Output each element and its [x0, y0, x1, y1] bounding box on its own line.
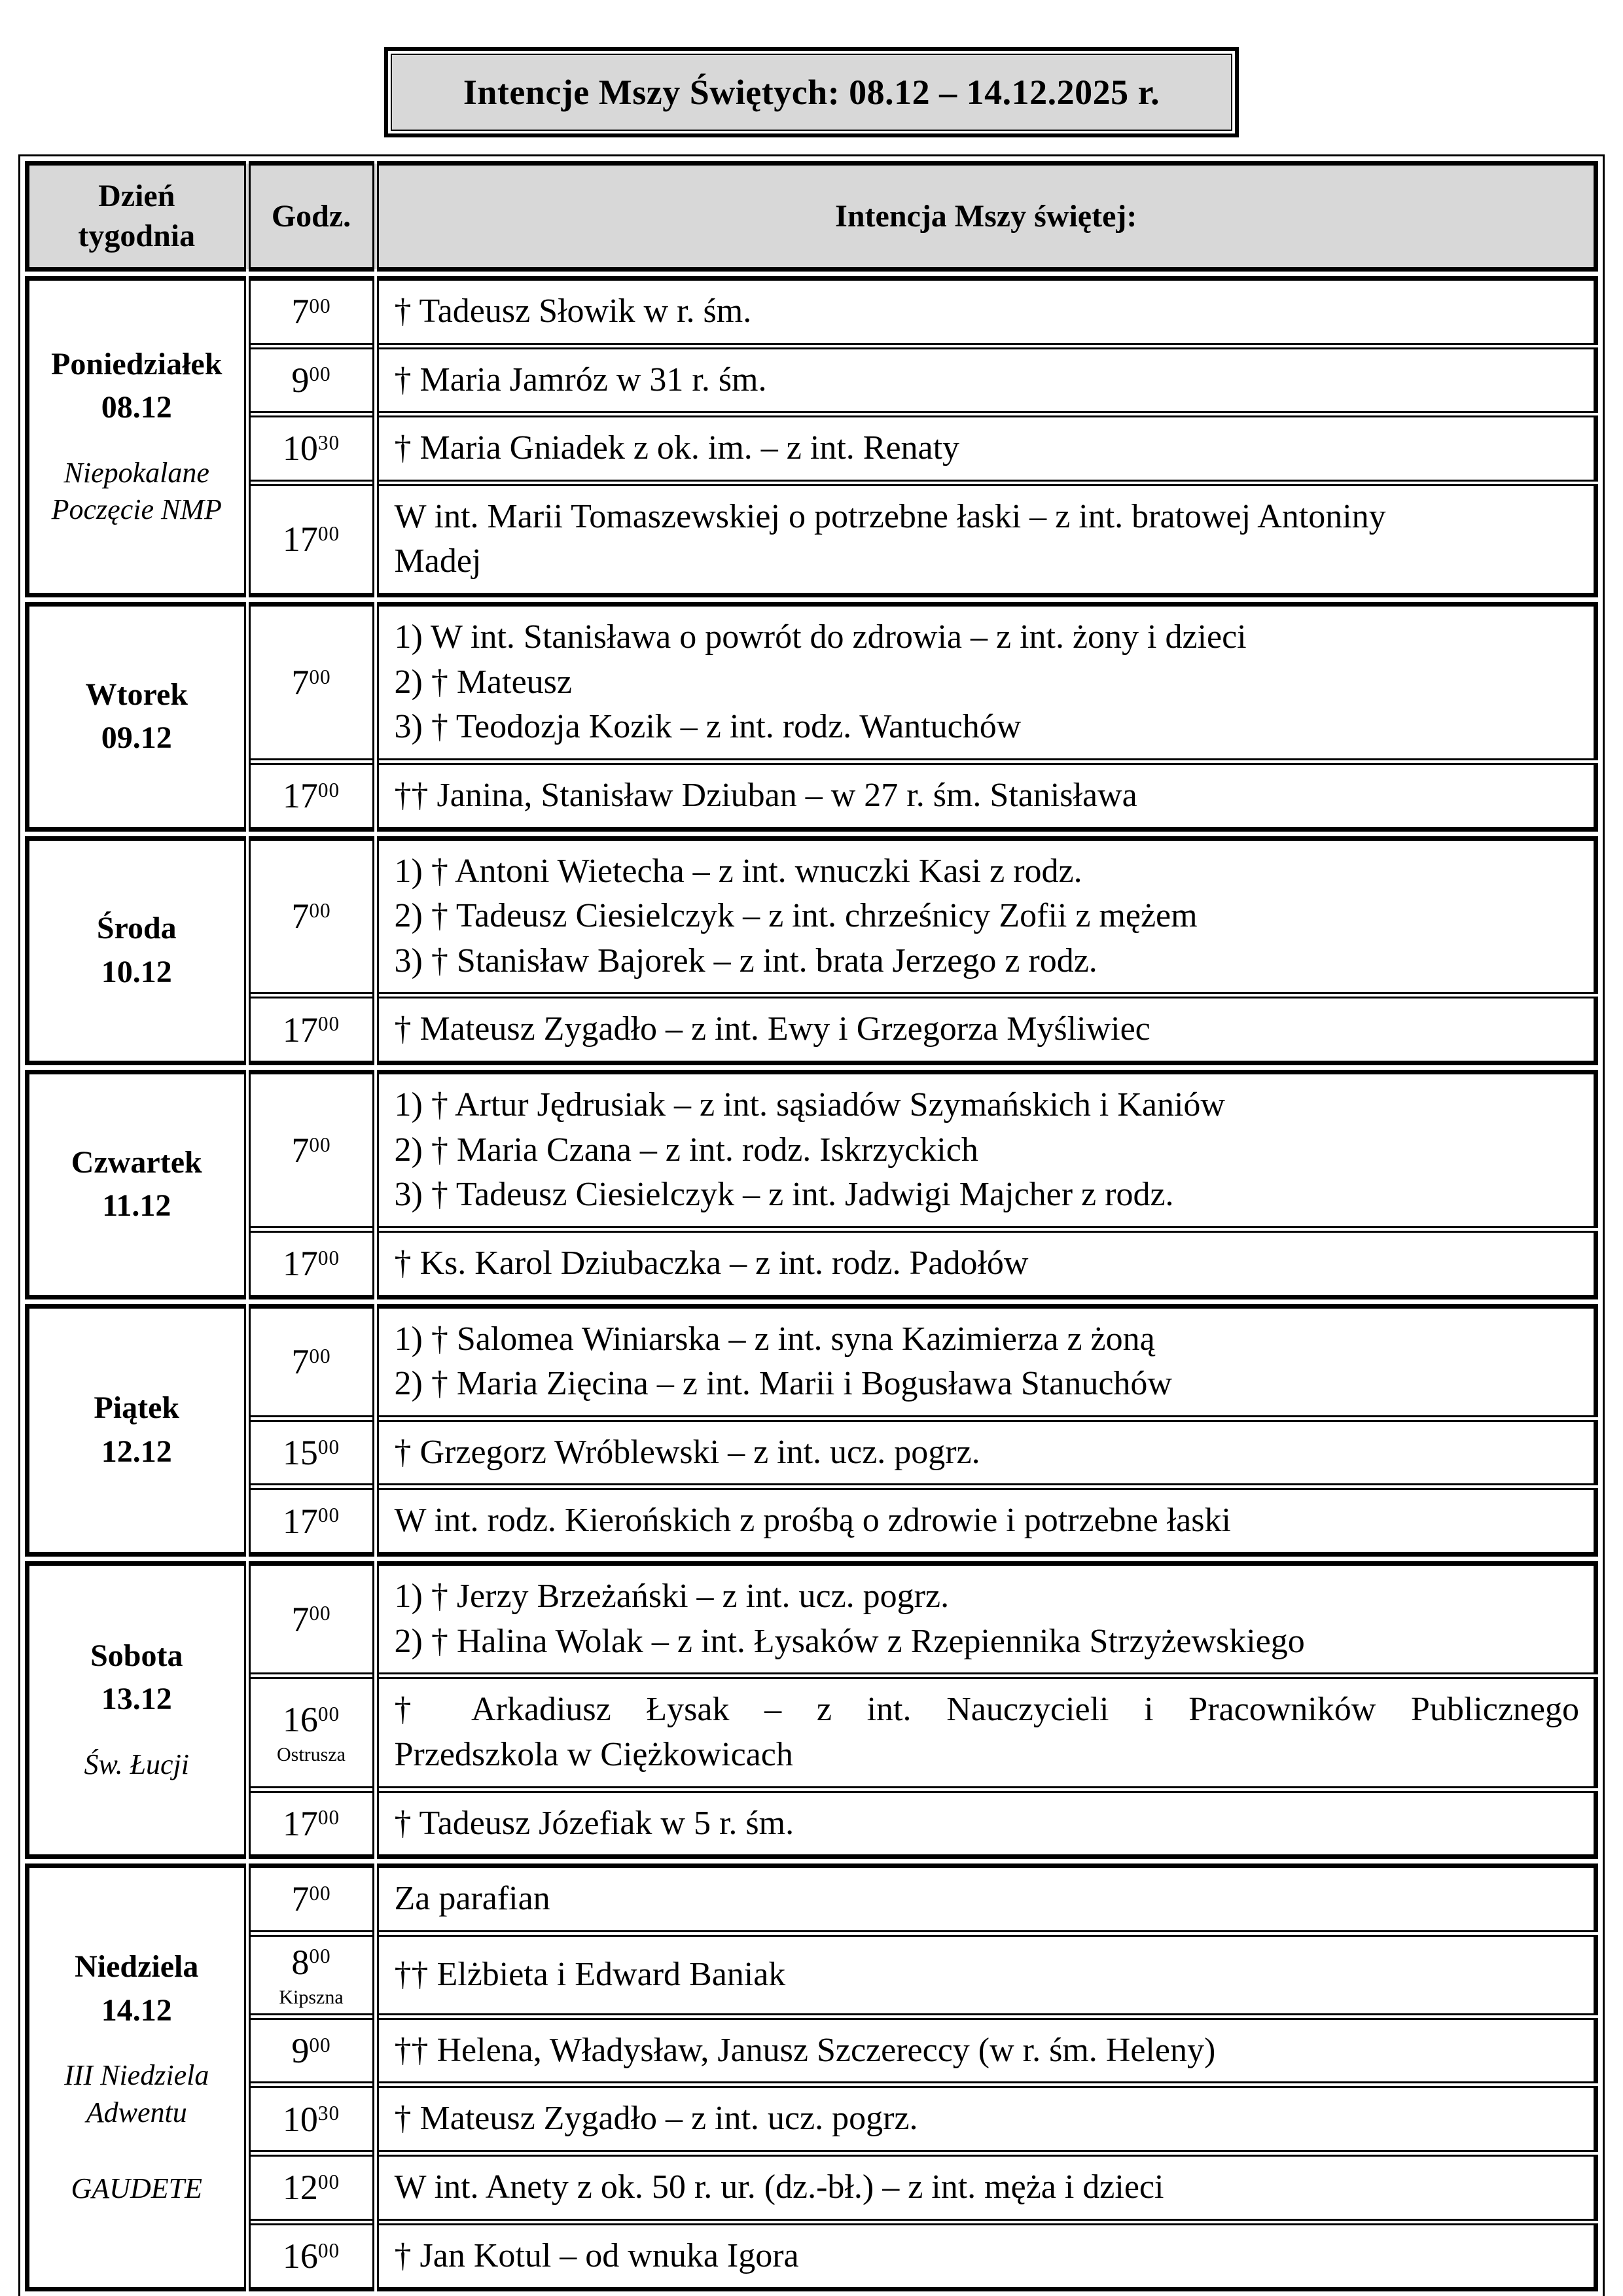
mass-minutes: 00 — [309, 1344, 331, 1368]
mass-minutes: 30 — [317, 431, 340, 455]
mass-intention — [376, 605, 1596, 762]
mass-minutes: 00 — [317, 522, 340, 546]
mass-intention — [376, 1306, 1596, 1419]
mass-row — [27, 1487, 1596, 1554]
day-block — [25, 1304, 1598, 1557]
day-feast-note: III Niedziela Adwentu — [64, 2059, 209, 2128]
mass-minutes: 00 — [309, 294, 331, 317]
day-date: 13.12 — [101, 1682, 172, 1717]
mass-intention — [376, 278, 1596, 345]
mass-minutes: 00 — [317, 2238, 340, 2262]
day-date: 11.12 — [102, 1188, 171, 1224]
day-name: Piątek — [94, 1390, 180, 1426]
intention-line: 1) † Jerzy Brzeżański – z int. ucz. pogrz. — [394, 1578, 950, 1615]
intention-line: † Ks. Karol Dziubaczka – z int. rodz. Padołów — [394, 1244, 1029, 1282]
mass-hour: 17 — [282, 1803, 318, 1843]
schedule-header-table — [25, 161, 1598, 272]
day-name: Poniedziałek — [51, 346, 223, 381]
intention-line: † Jan Kotul – od wnuka Igora — [394, 2236, 799, 2274]
intention-line: Przedszkola w Ciężkowicach — [394, 1735, 793, 1773]
intention-line: 2) † Maria Czana – z int. rodz. Iskrzyckich — [394, 1131, 978, 1169]
mass-row — [27, 346, 1596, 415]
mass-time — [247, 995, 376, 1063]
mass-minutes: 00 — [309, 1945, 331, 1968]
mass-intention — [376, 1487, 1596, 1554]
mass-intention — [376, 838, 1596, 995]
intention-line: 1) † Salomea Winiarska – z int. syna Kazimierza z żoną — [394, 1320, 1155, 1358]
mass-minutes: 00 — [317, 1246, 340, 1269]
day-block — [25, 1070, 1598, 1299]
mass-time — [247, 1564, 376, 1676]
mass-row — [27, 762, 1596, 829]
mass-intention — [376, 1790, 1596, 1857]
mass-intention — [376, 762, 1596, 829]
mass-intention — [376, 1419, 1596, 1487]
mass-minutes: 30 — [317, 2102, 340, 2125]
mass-minutes: 00 — [317, 1504, 340, 1527]
intention-line: †† Helena, Władysław, Janusz Szczereccy (w r. śm. Heleny) — [394, 2031, 1216, 2069]
intention-line: 2) † Mateusz — [394, 663, 572, 701]
header-row — [27, 164, 1596, 270]
day-block — [25, 836, 1598, 1066]
mass-time — [247, 1419, 376, 1487]
mass-row — [27, 1072, 1596, 1229]
mass-row — [27, 1676, 1596, 1789]
mass-hour: 7 — [291, 292, 310, 332]
day-cell — [27, 278, 247, 595]
mass-intention — [376, 1934, 1596, 2017]
mass-minutes: 00 — [317, 1012, 340, 1036]
day-block — [25, 602, 1598, 832]
mass-time — [247, 762, 376, 829]
mass-row — [27, 1229, 1596, 1297]
mass-row — [27, 2222, 1596, 2289]
intention-line: W int. Marii Tomaszewskiej o potrzebne łaski – z int. bratowej Antoniny — [394, 497, 1386, 535]
mass-minutes: 00 — [309, 1602, 331, 1625]
mass-intention — [376, 414, 1596, 483]
day-block — [25, 1561, 1598, 1859]
day-name: Niedziela — [75, 1949, 199, 1985]
intention-line: 1) † Antoni Wietecha – z int. wnuczki Kasi z rodz. — [394, 852, 1082, 890]
mass-intention — [376, 1072, 1596, 1229]
day-cell — [27, 1306, 247, 1555]
mass-intention — [376, 346, 1596, 415]
mass-intention — [376, 1676, 1596, 1789]
mass-time — [247, 1790, 376, 1857]
mass-row — [27, 1934, 1596, 2017]
column-header-day — [27, 164, 247, 270]
mass-time — [247, 2153, 376, 2222]
mass-time — [247, 1072, 376, 1229]
mass-hour: 7 — [291, 1342, 310, 1382]
intention-line: 2) † Halina Wolak – z int. Łysaków z Rzepiennika Strzyżewskiego — [394, 1622, 1305, 1660]
mass-hour: 16 — [282, 2236, 318, 2276]
mass-time — [247, 1934, 376, 2017]
day-date: 10.12 — [101, 954, 172, 989]
mass-hour: 7 — [291, 1879, 310, 1919]
mass-minutes: 00 — [317, 1703, 340, 1726]
mass-row — [27, 483, 1596, 595]
intention-line: †† Janina, Stanisław Dziuban – w 27 r. śm. Stanisława — [394, 776, 1137, 814]
intention-line: † Tadeusz Józefiak w 5 r. śm. — [394, 1804, 794, 1842]
mass-hour: 7 — [291, 662, 310, 702]
day-cell — [27, 1564, 247, 1857]
mass-intention — [376, 2153, 1596, 2222]
day-cell — [27, 1866, 247, 2289]
mass-time — [247, 2017, 376, 2085]
mass-hour: 17 — [282, 1501, 318, 1541]
mass-row — [27, 1790, 1596, 1857]
day-name: Wtorek — [85, 677, 188, 712]
intention-line: Za parafian — [394, 1880, 550, 1918]
intention-line: † Maria Gniadek z ok. im. – z int. Renaty — [394, 429, 960, 467]
mass-time — [247, 838, 376, 995]
mass-hour: 12 — [282, 2168, 318, 2208]
mass-row — [27, 2085, 1596, 2153]
intention-line: † Tadeusz Słowik w r. śm. — [394, 292, 752, 330]
intention-line: †† Elżbieta i Edward Baniak — [394, 1955, 786, 1993]
mass-hour: 16 — [282, 1700, 318, 1740]
day-block — [25, 1863, 1598, 2291]
day-name: Czwartek — [71, 1144, 202, 1180]
intention-line: 3) † Stanisław Bajorek – z int. brata Jerzego z rodz. — [394, 942, 1097, 980]
mass-row — [27, 1866, 1596, 1934]
mass-hour: 7 — [291, 1130, 310, 1170]
mass-row — [27, 605, 1596, 762]
mass-hour: 17 — [282, 520, 318, 559]
day-block — [25, 276, 1598, 597]
mass-minutes: 00 — [317, 778, 340, 802]
intention-line: W int. Anety z ok. 50 r. ur. (dz.-bł.) – z int. męża i dzieci — [394, 2168, 1164, 2206]
column-header-day-label: Dzień tygodnia — [78, 179, 196, 254]
day-date: 14.12 — [101, 1992, 172, 2028]
mass-time — [247, 1487, 376, 1554]
mass-time — [247, 1229, 376, 1297]
mass-time — [247, 414, 376, 483]
mass-minutes: 00 — [309, 1882, 331, 1905]
mass-hour: 15 — [282, 1433, 318, 1473]
mass-time — [247, 2085, 376, 2153]
mass-intention — [376, 2222, 1596, 2289]
mass-intention — [376, 1229, 1596, 1297]
mass-hour: 17 — [282, 1010, 318, 1050]
day-feast-note: Św. Łucji — [84, 1748, 190, 1780]
day-feast-note: Niepokalane Poczęcie NMP — [51, 456, 222, 525]
mass-minutes: 00 — [309, 899, 331, 923]
intention-line: † Arkadiusz Łysak – z int. Nauczycieli i Pracowników Publicznego — [394, 1691, 1579, 1729]
schedule-frame — [18, 154, 1605, 2296]
intention-line: † Mateusz Zygadło – z int. ucz. pogrz. — [394, 2100, 918, 2138]
mass-row — [27, 995, 1596, 1063]
title-box — [391, 54, 1232, 131]
mass-time — [247, 278, 376, 345]
mass-intention — [376, 483, 1596, 595]
day-date: 08.12 — [101, 390, 172, 425]
intention-line: Madej — [394, 542, 482, 580]
mass-minutes: 00 — [309, 2033, 331, 2057]
mass-time — [247, 346, 376, 415]
mass-row — [27, 2017, 1596, 2085]
intention-line: 2) † Maria Zięcina – z int. Marii i Bogusława Stanuchów — [394, 1365, 1172, 1403]
mass-row — [27, 278, 1596, 345]
mass-row — [27, 414, 1596, 483]
mass-row — [27, 838, 1596, 995]
mass-time — [247, 1676, 376, 1789]
mass-place-label: Kipszna — [279, 1986, 344, 2008]
intention-line: † Mateusz Zygadło – z int. Ewy i Grzegorza Myśliwiec — [394, 1010, 1150, 1048]
mass-time — [247, 1306, 376, 1419]
day-name: Środa — [96, 911, 177, 946]
mass-row — [27, 1564, 1596, 1676]
mass-hour: 8 — [291, 1942, 310, 1982]
mass-intention — [376, 2017, 1596, 2085]
day-date: 09.12 — [101, 720, 172, 756]
mass-time — [247, 483, 376, 595]
mass-intention — [376, 2085, 1596, 2153]
mass-time — [247, 1866, 376, 1934]
intention-line: 3) † Tadeusz Ciesielczyk – z int. Jadwigi Majcher z rodz. — [394, 1176, 1174, 1214]
mass-place-label: Ostrusza — [277, 1744, 346, 1766]
mass-minutes: 00 — [317, 1806, 340, 1829]
intention-line: 2) † Tadeusz Ciesielczyk – z int. chrześnicy Zofii z mężem — [394, 897, 1198, 935]
column-header-intention: Intencja Mszy świętej: — [376, 164, 1596, 270]
mass-time — [247, 2222, 376, 2289]
intention-line: † Grzegorz Wróblewski – z int. ucz. pogrz. — [394, 1433, 980, 1471]
day-feast-note: GAUDETE — [71, 2172, 202, 2204]
day-cell — [27, 605, 247, 830]
intention-line: 3) † Teodozja Kozik – z int. rodz. Wantuchów — [394, 708, 1022, 746]
page-title: Intencje Mszy Świętych: 08.12 – 14.12.2025 r. — [463, 73, 1160, 112]
intention-line: 1) † Artur Jędrusiak – z int. sąsiadów Szymańskich i Kaniów — [394, 1086, 1225, 1123]
day-name: Sobota — [90, 1638, 183, 1673]
mass-hour: 7 — [291, 896, 310, 936]
mass-hour: 7 — [291, 1599, 310, 1639]
intention-line: W int. rodz. Kierońskich z prośbą o zdrowie i potrzebne łaski — [394, 1502, 1231, 1540]
mass-minutes: 00 — [309, 1133, 331, 1156]
day-cell — [27, 838, 247, 1063]
mass-row — [27, 1419, 1596, 1487]
mass-intention — [376, 1866, 1596, 1934]
mass-intention — [376, 1564, 1596, 1676]
column-header-time: Godz. — [247, 164, 376, 270]
mass-minutes: 00 — [309, 362, 331, 386]
mass-minutes: 00 — [309, 665, 331, 688]
intention-line: † Maria Jamróz w 31 r. śm. — [394, 361, 767, 398]
mass-intention — [376, 995, 1596, 1063]
mass-minutes: 00 — [317, 1435, 340, 1458]
mass-hour: 10 — [282, 429, 318, 468]
mass-hour: 9 — [291, 360, 310, 400]
mass-row — [27, 2153, 1596, 2222]
day-date: 12.12 — [101, 1434, 172, 1469]
mass-hour: 9 — [291, 2031, 310, 2071]
mass-time — [247, 605, 376, 762]
mass-minutes: 00 — [317, 2170, 340, 2194]
mass-hour: 10 — [282, 2099, 318, 2139]
mass-hour: 17 — [282, 776, 318, 816]
mass-row — [27, 1306, 1596, 1419]
day-cell — [27, 1072, 247, 1298]
mass-hour: 17 — [282, 1244, 318, 1284]
intention-line: 1) W int. Stanisława o powrót do zdrowia – z int. żony i dzieci — [394, 618, 1247, 656]
